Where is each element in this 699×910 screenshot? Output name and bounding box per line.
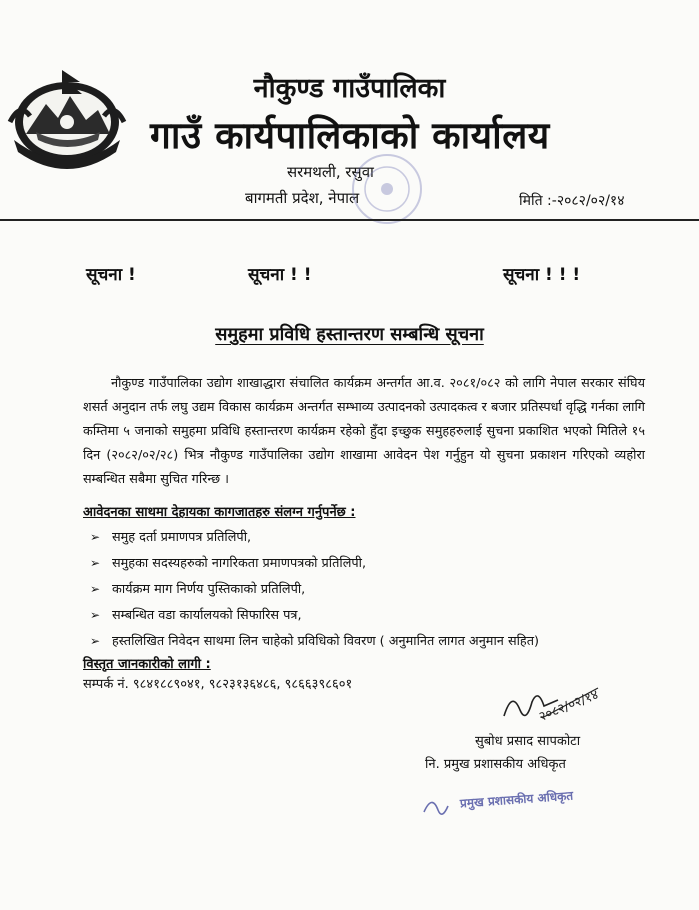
list-item (90, 576, 539, 602)
address-line-1: सरमथली, रसुवा (287, 163, 374, 181)
address-line-2: बागमती प्रदेश, नेपाल (245, 189, 360, 207)
arrow-bullet-icon: ➢ (90, 608, 101, 622)
handwritten-signature-icon (498, 680, 608, 728)
list-item (90, 524, 539, 550)
list-item-text: हस्तलिखित निवेदन साथमा लिन चाहेको प्रविधिको विवरण ( अनुमानित लागत अनुमान सहित) (112, 634, 539, 649)
signatory-name: सुबोध प्रसाद सापकोटा (475, 734, 581, 749)
arrow-bullet-icon: ➢ (90, 582, 101, 596)
contact-numbers: सम्पर्क नं. ९८४१८८९०४१, ९८२३१३६४८६, ९८६६३९८६०१ (83, 677, 353, 692)
attachments-heading: आवेदनका साथमा देहायका कागजातहरु संलग्न गर्नुपर्नेछ : (83, 505, 356, 520)
arrow-bullet-icon: ➢ (90, 530, 101, 544)
list-item-text: समुहका सदस्यहरुको नागरिकता प्रमाणपत्रको प्रतिलिपी, (112, 556, 367, 571)
list-item-text: समुह दर्ता प्रमाणपत्र प्रतिलिपी, (112, 530, 252, 545)
subject-text: समुहमा प्रविधि हस्तान्तरण सम्बन्धि सूचना (215, 324, 484, 345)
notice-label-3: सूचना ! ! ! (503, 265, 581, 285)
list-item (90, 628, 539, 654)
list-item (90, 602, 539, 628)
list-item-text: सम्बन्धित वडा कार्यालयको सिफारिस पत्र, (112, 608, 302, 623)
notice-subject (0, 322, 699, 346)
notice-date: मिति :-२०८२/०२/१४ (519, 193, 625, 209)
notice-body: नौकुण्ड गाउँपालिका उद्योग शाखाद्धारा संचालित कार्यक्रम अन्तर्गत आ.व. २०८१/०८२ को लागि नेपाल सरकार संघिय शसर्त अनुदान तर्फ लघु उद्यम विकास कार्यक्रम अन्तर्गत सम्भाव्य उत्पादनको उत्पादकत्व र बजार प्रतिस्पर्धा वृद्धि गर्नका लागि कम्तिमा ५ जनाको समुहमा प्रविधि हस्तान्तरण कार्यक्रम रहेको हुँदा इच्छुक समुहहरुलाई सुचना प्रकाशित भएको मितिले १५ दिन (२०८२/०२/२८) भित्र नौकुण्ड गाउँपालिका उद्योग शाखामा आवेदन पेश गर्नुहुन यो सुचना प्रकाशन गरिएको व्यहोरा सम्बन्धित सबैमा सुचित गरिन्छ । (83, 376, 645, 487)
list-item-text: कार्यक्रम माग निर्णय पुस्तिकाको प्रतिलिपी, (112, 582, 306, 597)
header-divider (0, 219, 699, 221)
signature-date: २०८२/०२/१४ (536, 687, 601, 725)
signatory-title: नि. प्रमुख प्रशासकीय अधिकृत (425, 757, 566, 772)
arrow-bullet-icon: ➢ (90, 556, 101, 570)
notice-label-1: सूचना ! (86, 265, 136, 285)
designation-stamp-icon (420, 782, 600, 826)
municipality-name: नौकुण्ड गाउँपालिका (253, 73, 446, 104)
list-item (90, 550, 539, 576)
arrow-bullet-icon: ➢ (90, 634, 101, 648)
attachments-list (90, 524, 539, 654)
office-name: गाउँ कार्यपालिकाको कार्यालय (150, 114, 550, 157)
notice-label-2: सूचना ! ! (248, 265, 312, 285)
info-heading: विस्तृत जानकारीको लागी : (83, 657, 211, 672)
office-seal-icon (348, 150, 426, 228)
stamp-text: प्रमुख प्रशासकीय अधिकृत (459, 788, 574, 811)
